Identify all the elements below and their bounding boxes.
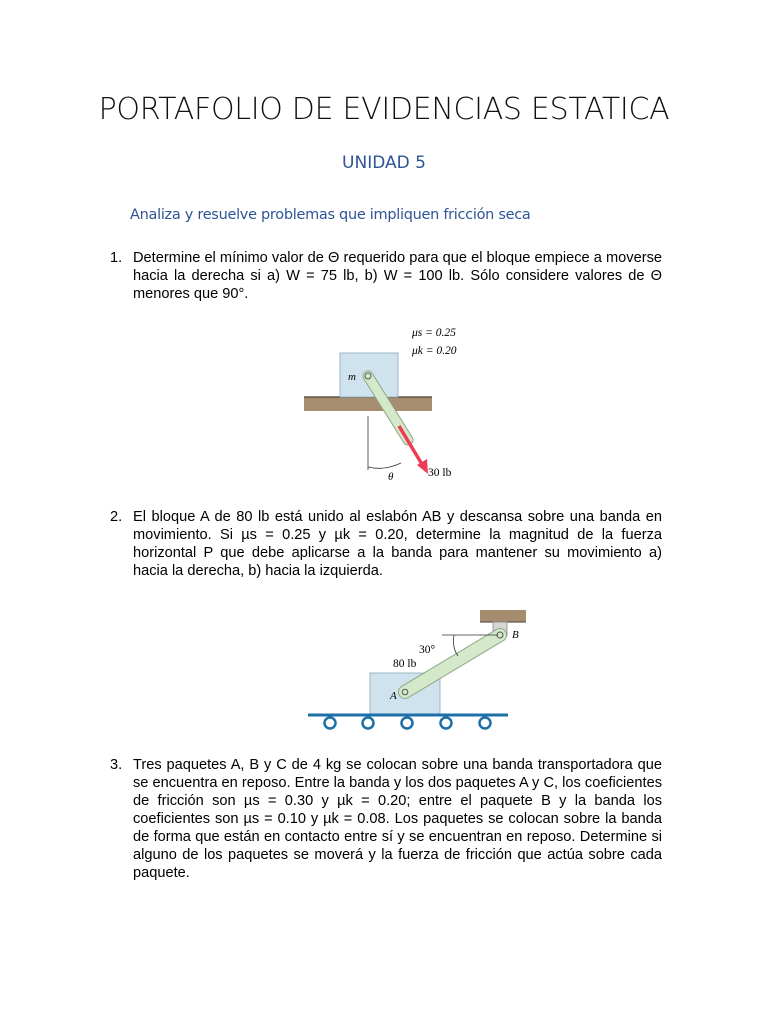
roller — [402, 718, 413, 729]
roller — [441, 718, 452, 729]
section-heading: Analiza y resuelve problemas que impliquen fricción seca — [130, 207, 531, 223]
document-subtitle: UNIDAD 5 — [342, 153, 426, 173]
problem-text: Determine el mínimo valor de Θ requerido para que el bloque empiece a moverse hacia la derecha si a) W = 75 lb, b) W = 100 lb. Sólo considere valores de Θ menores que 90°. — [133, 250, 662, 302]
angle-arc — [368, 463, 401, 468]
force-arrow-shaft — [399, 426, 423, 466]
point-b-label: B — [512, 629, 519, 641]
angle-label: 30° — [419, 644, 436, 656]
mass-label: m — [348, 371, 356, 383]
pin-a — [402, 689, 408, 695]
force-label: 30 lb — [428, 467, 452, 479]
roller — [325, 718, 336, 729]
point-a-label: A — [390, 690, 397, 702]
problem-3 — [110, 756, 662, 882]
conveyor-rollers — [325, 718, 491, 729]
problem-number: 2. — [110, 509, 123, 525]
problem-1 — [110, 249, 662, 303]
ground-surface — [304, 397, 432, 411]
problem-2 — [110, 508, 662, 580]
problem-text: El bloque A de 80 lb está unido al eslabón AB y descansa sobre una banda en movimiento. Si µs = 0.25 y µk = 0.20, determine la magnitud de la fuerza horizontal P que debe aplicarse a la banda para mantener su movimiento a) hacia la derecha, b) hacia la izquierda. — [133, 509, 662, 579]
angle-label: θ — [388, 471, 394, 483]
ceiling-support — [480, 610, 526, 622]
figure-2-belt-diagram — [304, 604, 536, 732]
weight-label: 80 lb — [393, 658, 417, 670]
figure-1-block-diagram — [300, 320, 490, 485]
pin-joint — [365, 373, 371, 379]
problem-number: 3. — [110, 757, 123, 773]
roller — [363, 718, 374, 729]
problem-text: Tres paquetes A, B y C de 4 kg se colocan sobre una banda transportadora que se encuentra en reposo. Entre la banda y los dos paquetes A y C, los coeficientes de fricción son µs = 0.30 y µk = 0.20; entre el paquete B y la banda los coeficientes son µs = 0.10 y µk = 0.08. Los paquetes se colocan sobre la banda de forma que están en contacto entre sí y se encuentran en reposo. Determine si alguno de los paquetes se moverá y la fuerza de fricción que actúa sobre cada paquete. — [133, 757, 662, 881]
document-title: PORTAFOLIO DE EVIDENCIAS ESTATICA — [98, 92, 670, 127]
roller — [480, 718, 491, 729]
mu-s-label: μs = 0.25 — [412, 327, 456, 339]
mu-k-label: μk = 0.20 — [412, 345, 457, 357]
problem-number: 1. — [110, 250, 123, 266]
